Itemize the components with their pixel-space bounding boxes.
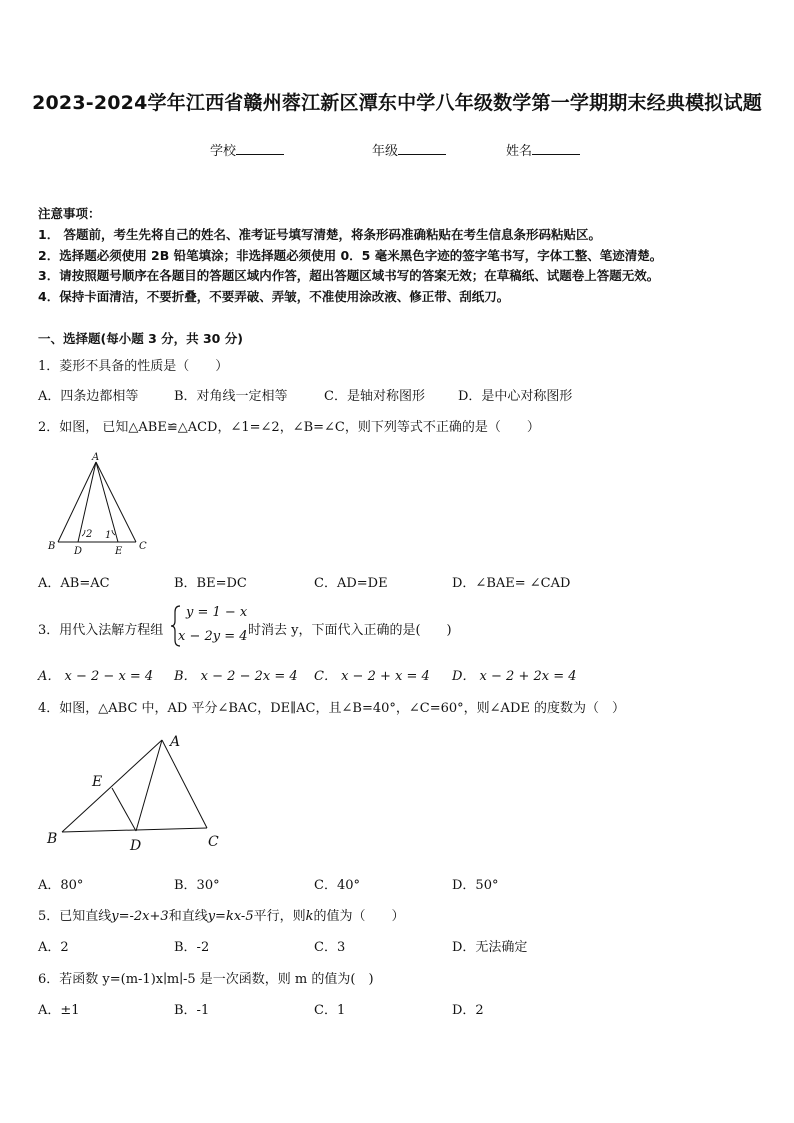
q3-stem-post: 时消去 y，下面代入正确的是( ) — [248, 623, 452, 638]
q2-label-b: B — [48, 541, 56, 552]
q2-option-d[interactable]: D．∠BAE= ∠CAD — [452, 576, 571, 591]
q5-stem-mid: 和直线 — [168, 909, 208, 924]
q6-option-b[interactable]: B．-1 — [174, 1003, 210, 1018]
q4-option-c[interactable]: C．40° — [314, 878, 360, 893]
q2-angle-1-label: 1 — [105, 530, 112, 541]
q5-line-1: y=-2x+3 — [111, 909, 169, 924]
q4-label-a: A — [170, 734, 181, 750]
q3-equation-1: y = 1 − x — [186, 605, 248, 620]
q5-option-a[interactable]: A．2 — [38, 940, 69, 955]
school-field[interactable] — [210, 140, 284, 159]
q5-line-2: y=kx-5 — [207, 909, 254, 924]
q2-option-a[interactable]: A．AB=AC — [38, 576, 110, 591]
name-label: 姓名 — [506, 144, 533, 159]
q4-label-e: E — [92, 774, 103, 790]
q6-option-c[interactable]: C．1 — [314, 1003, 346, 1018]
q6-option-a[interactable]: A．±1 — [38, 1003, 80, 1018]
q4-label-c: C — [208, 834, 219, 850]
note-2: 2．选择题必须使用 2B 铅笔填涂；非选择题必须使用 0．5 毫米黑色字迹的签字笔书写，字体工整、笔迹清楚。 — [38, 248, 663, 263]
q4-label-d: D — [130, 838, 142, 854]
section-heading: 一、选择题(每小题 3 分，共 30 分) — [38, 331, 243, 346]
note-3: 3．请按照题号顺序在各题目的答题区域内作答，超出答题区域书写的答案无效；在草稿纸、试题卷上答题无效。 — [38, 268, 660, 283]
q5-option-d[interactable]: D．无法确定 — [452, 940, 528, 955]
q3-option-b[interactable]: B． x − 2 − 2x = 4 — [174, 669, 298, 684]
q3-option-d[interactable]: D． x − 2 + 2x = 4 — [452, 669, 577, 684]
q2-angle-2-arc — [82, 530, 85, 536]
q1-option-d[interactable]: D．是中心对称图形 — [458, 389, 573, 404]
q5-k: k — [305, 909, 314, 924]
q2-triangle-figure — [44, 450, 156, 558]
q5-stem — [38, 905, 405, 924]
q5-stem-post: 平行，则 — [253, 909, 306, 924]
q2-option-b[interactable]: B．BE=DC — [174, 576, 247, 591]
page-title: 2023-2024学年江西省赣州蓉江新区潭东中学八年级数学第一学期期末经典模拟试题 — [32, 92, 762, 114]
note-1: 1． 答题前，考生先将自己的姓名、准考证号填写清楚，将条形码准确粘贴在考生信息条形码粘贴区。 — [38, 227, 602, 242]
q5-option-c[interactable]: C．3 — [314, 940, 346, 955]
q6-stem: 6．若函数 y=(m-1)x∣m∣-5 是一次函数，则 m 的值为( ) — [38, 972, 374, 987]
grade-field[interactable] — [372, 140, 446, 159]
q2-label-c: C — [139, 541, 147, 552]
note-4: 4．保持卡面清洁，不要折叠，不要弄破、弄皱，不准使用涂改液、修正带、刮纸刀。 — [38, 289, 510, 304]
grade-label: 年级 — [372, 144, 399, 159]
q4-option-d[interactable]: D．50° — [452, 878, 499, 893]
q3-equation-2: x − 2y = 4 — [178, 629, 248, 644]
q1-stem: 1．菱形不具备的性质是（ ） — [38, 359, 229, 374]
q4-stem: 4．如图，△ABC 中，AD 平分∠BAC，DE∥AC，且∠B=40°，∠C=60°，则∠ADE 的度数为（ ） — [38, 701, 625, 716]
q2-option-c[interactable]: C．AD=DE — [314, 576, 388, 591]
q2-angle-2-label: 2 — [86, 529, 93, 540]
q2-label-a: A — [92, 452, 100, 463]
q4-option-b[interactable]: B．30° — [174, 878, 220, 893]
q4-triangle-figure — [40, 728, 240, 858]
school-label: 学校 — [210, 144, 237, 159]
q4-label-b: B — [47, 831, 58, 847]
notes-heading: 注意事项： — [38, 206, 101, 221]
q6-option-d[interactable]: D．2 — [452, 1003, 484, 1018]
name-field[interactable] — [506, 140, 580, 159]
q4-option-a[interactable]: A．80° — [38, 878, 84, 893]
q3-option-c[interactable]: C． x − 2 + x = 4 — [314, 669, 430, 684]
q3-option-a[interactable]: A． x − 2 − x = 4 — [38, 669, 154, 684]
q5-stem-pre: 5．已知直线 — [38, 909, 112, 924]
q2-label-d: D — [74, 546, 83, 557]
q2-label-e: E — [115, 546, 123, 557]
q3-stem-pre: 3．用代入法解方程组 — [38, 623, 164, 638]
q1-option-b[interactable]: B．对角线一定相等 — [174, 389, 288, 404]
q5-option-b[interactable]: B．-2 — [174, 940, 210, 955]
q1-option-a[interactable]: A．四条边都相等 — [38, 389, 139, 404]
q1-option-c[interactable]: C．是轴对称图形 — [324, 389, 425, 404]
q5-stem-end: 的值为（ ） — [313, 909, 405, 924]
q2-stem: 2．如图， 已知△ABE≌△ACD，∠1=∠2，∠B=∠C，则下列等式不正确的是（ ） — [38, 420, 540, 435]
